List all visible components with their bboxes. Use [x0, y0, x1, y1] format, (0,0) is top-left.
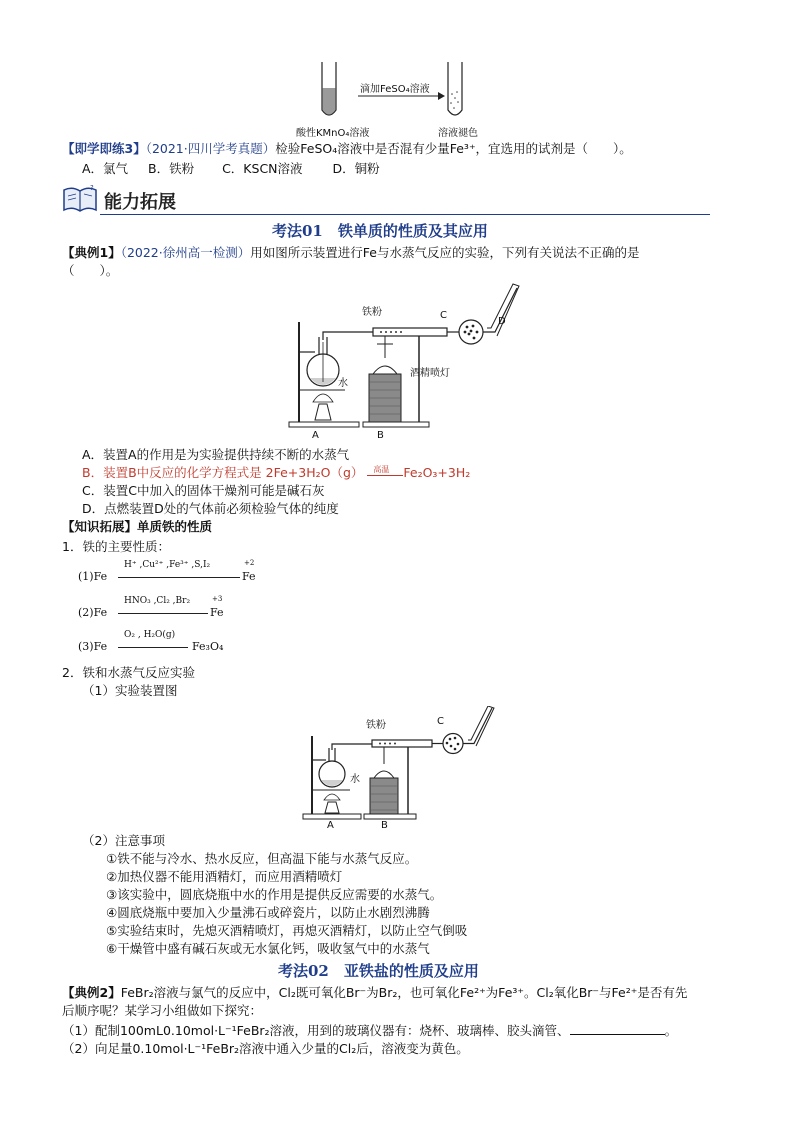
arrow-label: 滴加FeSO₄溶液 — [360, 84, 430, 95]
reaction-2-ox: +3 — [212, 595, 223, 603]
example1-tag: 【典例1】 — [62, 245, 121, 260]
option-b: B．铁粉 — [148, 161, 195, 176]
fig2-iron-label: 铁粉 — [366, 720, 386, 731]
note-6: ⑥干燥管中盛有碱石灰或无水氯化钙，吸收氢气中的水蒸气 — [106, 941, 430, 956]
option-a: A．氯气 — [82, 161, 129, 176]
note-4: ④圆底烧瓶中要加入少量沸石或碎瓷片，以防止水剧烈沸腾 — [106, 905, 430, 920]
example1-option-c: C．装置C中加入的固体干燥剂可能是碱石灰 — [82, 483, 325, 498]
right-tube-label: 溶液褪色 — [438, 128, 478, 139]
fig1-lamp-label: 酒精喷灯 — [410, 368, 450, 379]
q1-text: （1）配制100mL0.10mol·L⁻¹FeBr₂溶液，用到的玻璃仪器有：烧杯、玻璃棒、胶头滴管、 — [62, 1023, 570, 1038]
fig1-a-label: A — [312, 430, 319, 441]
apparatus-figure-2 — [300, 706, 500, 832]
example2-q2: （2）向足量0.10mol·L⁻¹FeBr₂溶液中通入少量的Cl₂后，溶液变为黄色。 — [62, 1041, 469, 1056]
note-3: ③该实验中，圆底烧瓶中水的作用是提供反应需要的水蒸气。 — [106, 887, 443, 902]
reaction-1-ox: +2 — [244, 559, 255, 567]
example2-q1 — [62, 1022, 677, 1040]
knowledge-sub2: （2）注意事项 — [82, 833, 165, 848]
option-b-equation: B．装置B中反应的化学方程式是 2Fe+3H₂O（g） — [82, 465, 364, 480]
reaction-3-product: Fe₃O₄ — [192, 640, 224, 653]
practice3-text: 检验FeSO₄溶液中是否混有少量Fe³⁺，宜选用的试剂是（ ）。 — [275, 141, 632, 156]
knowledge-title: 【知识拓展】单质铁的性质 — [62, 519, 213, 534]
example1-text: 用如图所示装置进行Fe与水蒸气反应的实验，下列有关说法不正确的是 — [250, 245, 640, 260]
reaction-1-reagents: H⁺ ,Cu²⁺ ,Fe³⁺ ,S,I₂ — [124, 560, 211, 570]
fig1-water-label: 水 — [338, 378, 348, 389]
method02-title: 考法02 亚铁盐的性质及应用 — [278, 962, 479, 980]
fig2-a-label: A — [327, 820, 334, 831]
reaction-2-prefix: (2)Fe — [78, 606, 108, 619]
reaction-3-prefix: (3)Fe — [78, 640, 108, 653]
practice3-options — [82, 160, 380, 178]
knowledge-item2: 2．铁和水蒸气反应实验 — [62, 665, 195, 680]
example2-text: FeBr₂溶液与氯气的反应中，Cl₂既可氧化Br⁻为Br₂，也可氧化Fe²⁺为Fe³⁺。Cl₂氧化Br⁻与Fe²⁺是否有先 — [120, 985, 688, 1000]
knowledge-sub1: （1）实验装置图 — [82, 683, 178, 698]
option-b-condition: 高温 — [373, 464, 390, 474]
option-c: C．KSCN溶液 — [222, 161, 303, 176]
fig1-c-label: C — [440, 310, 447, 321]
practice3-question — [62, 140, 632, 158]
fig2-b-label: B — [381, 820, 388, 831]
reaction-3 — [78, 630, 278, 656]
q1-answer-blank[interactable] — [570, 1022, 665, 1035]
note-2: ②加热仪器不能用酒精灯，而应用酒精喷灯 — [106, 869, 343, 884]
reaction-1-product: Fe — [242, 570, 256, 583]
fig1-b-label: B — [377, 430, 384, 441]
example1-option-d: D．点燃装置D处的气体前必须检验气体的纯度 — [82, 501, 339, 516]
svg-text:?: ? — [90, 184, 94, 192]
example2-tag: 【典例2】 — [62, 985, 121, 1000]
example1-option-b — [82, 464, 470, 482]
example1-option-a: A．装置A的作用是为实验提供持续不断的水蒸气 — [82, 447, 350, 462]
example2-line1 — [62, 984, 687, 1002]
fig2-water-label: 水 — [350, 774, 360, 785]
note-1: ①铁不能与冷水、热水反应，但高温下能与水蒸气反应。 — [106, 851, 418, 866]
practice3-source: （2021·四川学考真题） — [145, 141, 276, 156]
reaction-1-arrow — [118, 577, 240, 578]
book-icon — [60, 182, 100, 214]
option-d: D．铜粉 — [332, 161, 380, 176]
apparatus-figure-1 — [285, 282, 525, 450]
knowledge-item1: 1．铁的主要性质： — [62, 539, 170, 554]
note-5: ⑤实验结束时，先熄灭酒精喷灯，再熄灭酒精灯，以防止空气倒吸 — [106, 923, 468, 938]
practice3-tag: 【即学即练3】 — [62, 141, 146, 156]
reaction-1-prefix: (1)Fe — [78, 570, 108, 583]
example1-question — [62, 244, 639, 262]
example1-question-cont: （ ）。 — [62, 263, 119, 278]
reaction-2-product: Fe — [210, 606, 224, 619]
reaction-1 — [78, 560, 278, 586]
example1-source: （2022·徐州高一检测） — [120, 245, 251, 260]
left-tube-label: 酸性KMnO₄溶液 — [296, 128, 370, 139]
reaction-3-arrow — [118, 647, 188, 648]
example2-line2: 后顺序呢？某学习小组做如下探究： — [62, 1003, 263, 1018]
fig1-d-label: D — [498, 316, 506, 327]
method01-title: 考法01 铁单质的性质及其应用 — [272, 222, 488, 240]
fig1-iron-label: 铁粉 — [362, 307, 382, 318]
section-rule — [100, 214, 710, 215]
reaction-2 — [78, 596, 278, 622]
reaction-3-reagents: O₂ , H₂O(g) — [124, 630, 176, 640]
section-title: 能力拓展 — [104, 192, 176, 213]
reaction-2-reagents: HNO₃ ,Cl₂ ,Br₂ — [124, 596, 191, 606]
fig2-c-label: C — [437, 716, 444, 727]
q1-end: 。 — [664, 1023, 678, 1038]
reaction-2-arrow — [118, 613, 208, 614]
option-b-products: Fe₂O₃+3H₂ — [403, 465, 471, 480]
